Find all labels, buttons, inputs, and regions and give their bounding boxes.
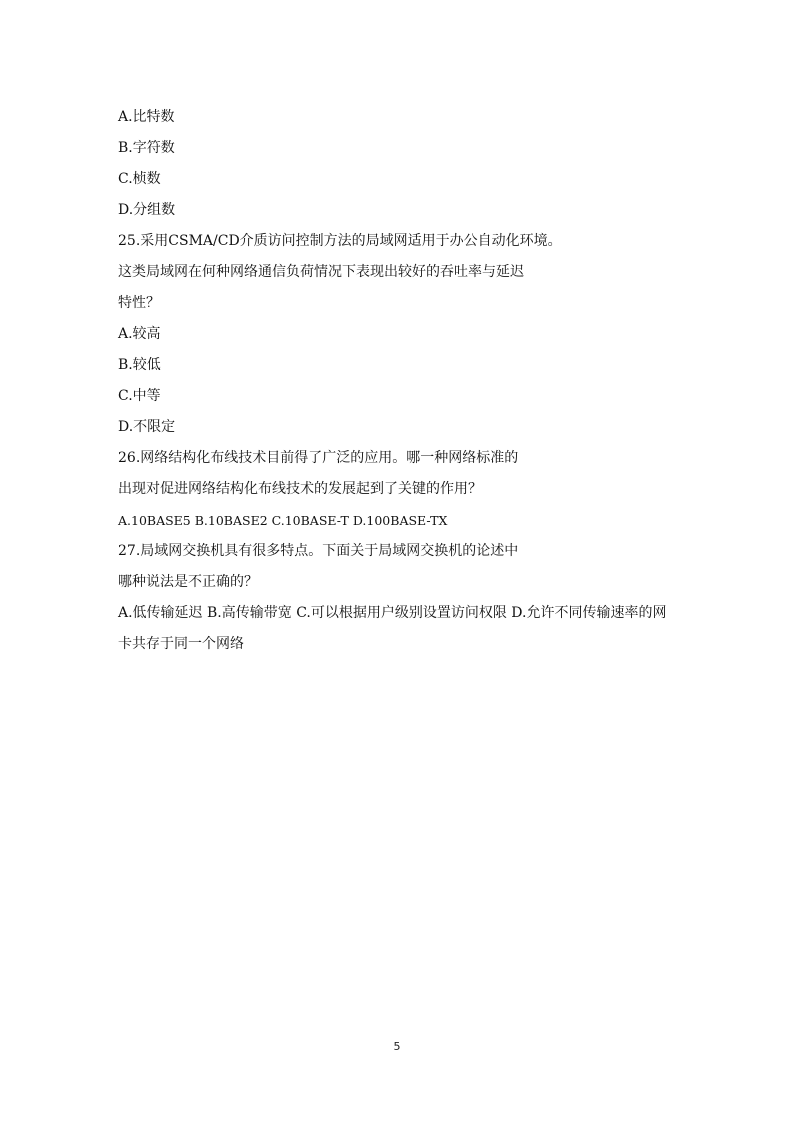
q25-option-d: D.不限定 bbox=[118, 419, 176, 435]
q24-option-d: D.分组数 bbox=[118, 202, 176, 218]
q27-options-line-2: 卡共存于同一个网络 bbox=[118, 636, 244, 652]
page-number: 5 bbox=[393, 1040, 401, 1053]
q25-option-a: A.较高 bbox=[118, 326, 161, 342]
q27-options-line-1: A.低传输延迟 B.高传输带宽 C.可以根据用户级别设置访问权限 D.允许不同传输速率的网 bbox=[118, 605, 667, 621]
q24-option-c: C.桢数 bbox=[118, 171, 161, 187]
q25-question-line-1: 25.采用CSMA/CD介质访问控制方法的局域网适用于办公自动化环境。 bbox=[118, 233, 562, 249]
q24-option-b: B.字符数 bbox=[118, 140, 175, 156]
q25-question-line-2: 这类局域网在何种网络通信负荷情况下表现出较好的吞吐率与延迟 bbox=[118, 264, 524, 280]
q24-option-a: A.比特数 bbox=[118, 109, 175, 125]
page-content bbox=[118, 102, 698, 660]
q26-question-line-1: 26.网络结构化布线技术目前得了广泛的应用。哪一种网络标准的 bbox=[118, 450, 519, 466]
q25-option-b: B.较低 bbox=[118, 357, 161, 373]
q26-options: A.10BASE5 B.10BASE2 C.10BASE-T D.100BASE-TX bbox=[118, 513, 448, 528]
q27-question-line-2: 哪种说法是不正确的？ bbox=[118, 574, 258, 590]
q27-question-line-1: 27.局域网交换机具有很多特点。下面关于局域网交换机的论述中 bbox=[118, 543, 519, 559]
q26-question-line-2: 出现对促进网络结构化布线技术的发展起到了关键的作用？ bbox=[118, 481, 482, 497]
q25-question-line-3: 特性？ bbox=[118, 295, 160, 311]
q25-option-c: C.中等 bbox=[118, 388, 161, 404]
